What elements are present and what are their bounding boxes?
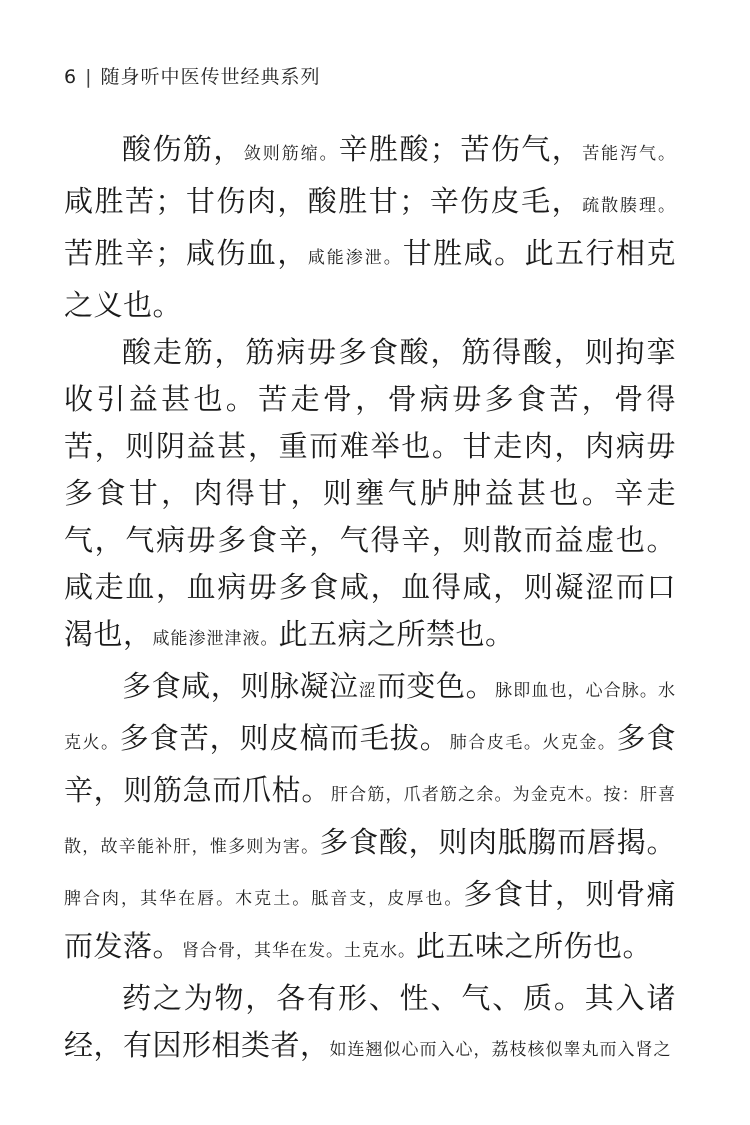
main-text: 多食苦，则皮槁而毛拔。	[119, 721, 450, 755]
commentary-note: 疏散腠理。	[582, 196, 676, 216]
commentary-note: 肺合皮毛。火克金。	[449, 733, 617, 753]
main-text: 咸胜苦；甘伤肉，酸胜甘；辛伤皮毛，	[64, 184, 583, 218]
commentary-note: 脉即血也，心合脉。水克火。	[64, 681, 676, 753]
main-text: 辛胜酸；苦伤气，	[338, 132, 583, 166]
main-text: 多食辛，则筋急而爪枯。	[64, 721, 676, 807]
commentary-note: 咸能渗泄津液。	[152, 629, 279, 649]
commentary-note: 肝合筋，爪者筋之余。为金克木。按：肝喜散，故辛能补肝，惟多则为害。	[64, 785, 676, 857]
main-text: 多食酸，则肉胝䐢而唇揭。	[319, 825, 676, 859]
page-number: 6	[64, 66, 78, 88]
main-text: 酸走筋，筋病毋多食酸，筋得酸，则拘挛收引益甚也。苦走骨，骨病毋多食苦，骨得苦，则阴益甚，重而难举也。甘走肉，肉病毋多食甘，肉得甘，则壅气胪肿益甚也。辛走气，气病毋多食辛，气得辛，则散而益虚也。咸走血，血病毋多食咸，血得咸，则凝涩而口渴也，	[64, 335, 676, 651]
commentary-note: 咸能渗泄。	[307, 248, 403, 268]
paragraph-1	[64, 126, 676, 329]
main-text: 酸伤筋，	[122, 132, 244, 166]
commentary-note: 敛则筋缩。	[243, 144, 339, 164]
main-text: 多食咸，则脉凝泣	[122, 669, 359, 703]
header-separator: |	[85, 66, 93, 88]
main-text: 甘胜咸。此五行相克之义也。	[64, 236, 676, 322]
main-text: 苦胜辛；咸伤血，	[64, 236, 308, 270]
main-text: 多食甘，则骨痛而发落。	[64, 877, 676, 963]
main-text: 而变色。	[376, 669, 496, 703]
paragraph-3	[64, 663, 676, 975]
main-text: 此五病之所禁也。	[278, 617, 515, 651]
body-text	[64, 126, 676, 1074]
commentary-note: 脾合肉，其华在唇。木克土。胝音支，皮厚也。	[64, 889, 464, 909]
main-text: 药之为物，各有形、性、气、质。其入诸经，有因形相类者，	[64, 981, 676, 1062]
commentary-note: 涩	[358, 681, 377, 701]
paragraph-4	[64, 975, 676, 1074]
series-title: 随身听中医传世经典系列	[100, 66, 321, 88]
commentary-note: 肾合骨，其华在发。土克水。	[182, 941, 417, 961]
running-header	[64, 62, 321, 89]
commentary-note: 如连翘似心而入心，荔枝核似睾丸而入肾之	[329, 1040, 672, 1060]
main-text: 此五味之所伤也。	[416, 929, 653, 963]
commentary-note: 苦能泻气。	[582, 144, 676, 164]
paragraph-2	[64, 329, 676, 663]
